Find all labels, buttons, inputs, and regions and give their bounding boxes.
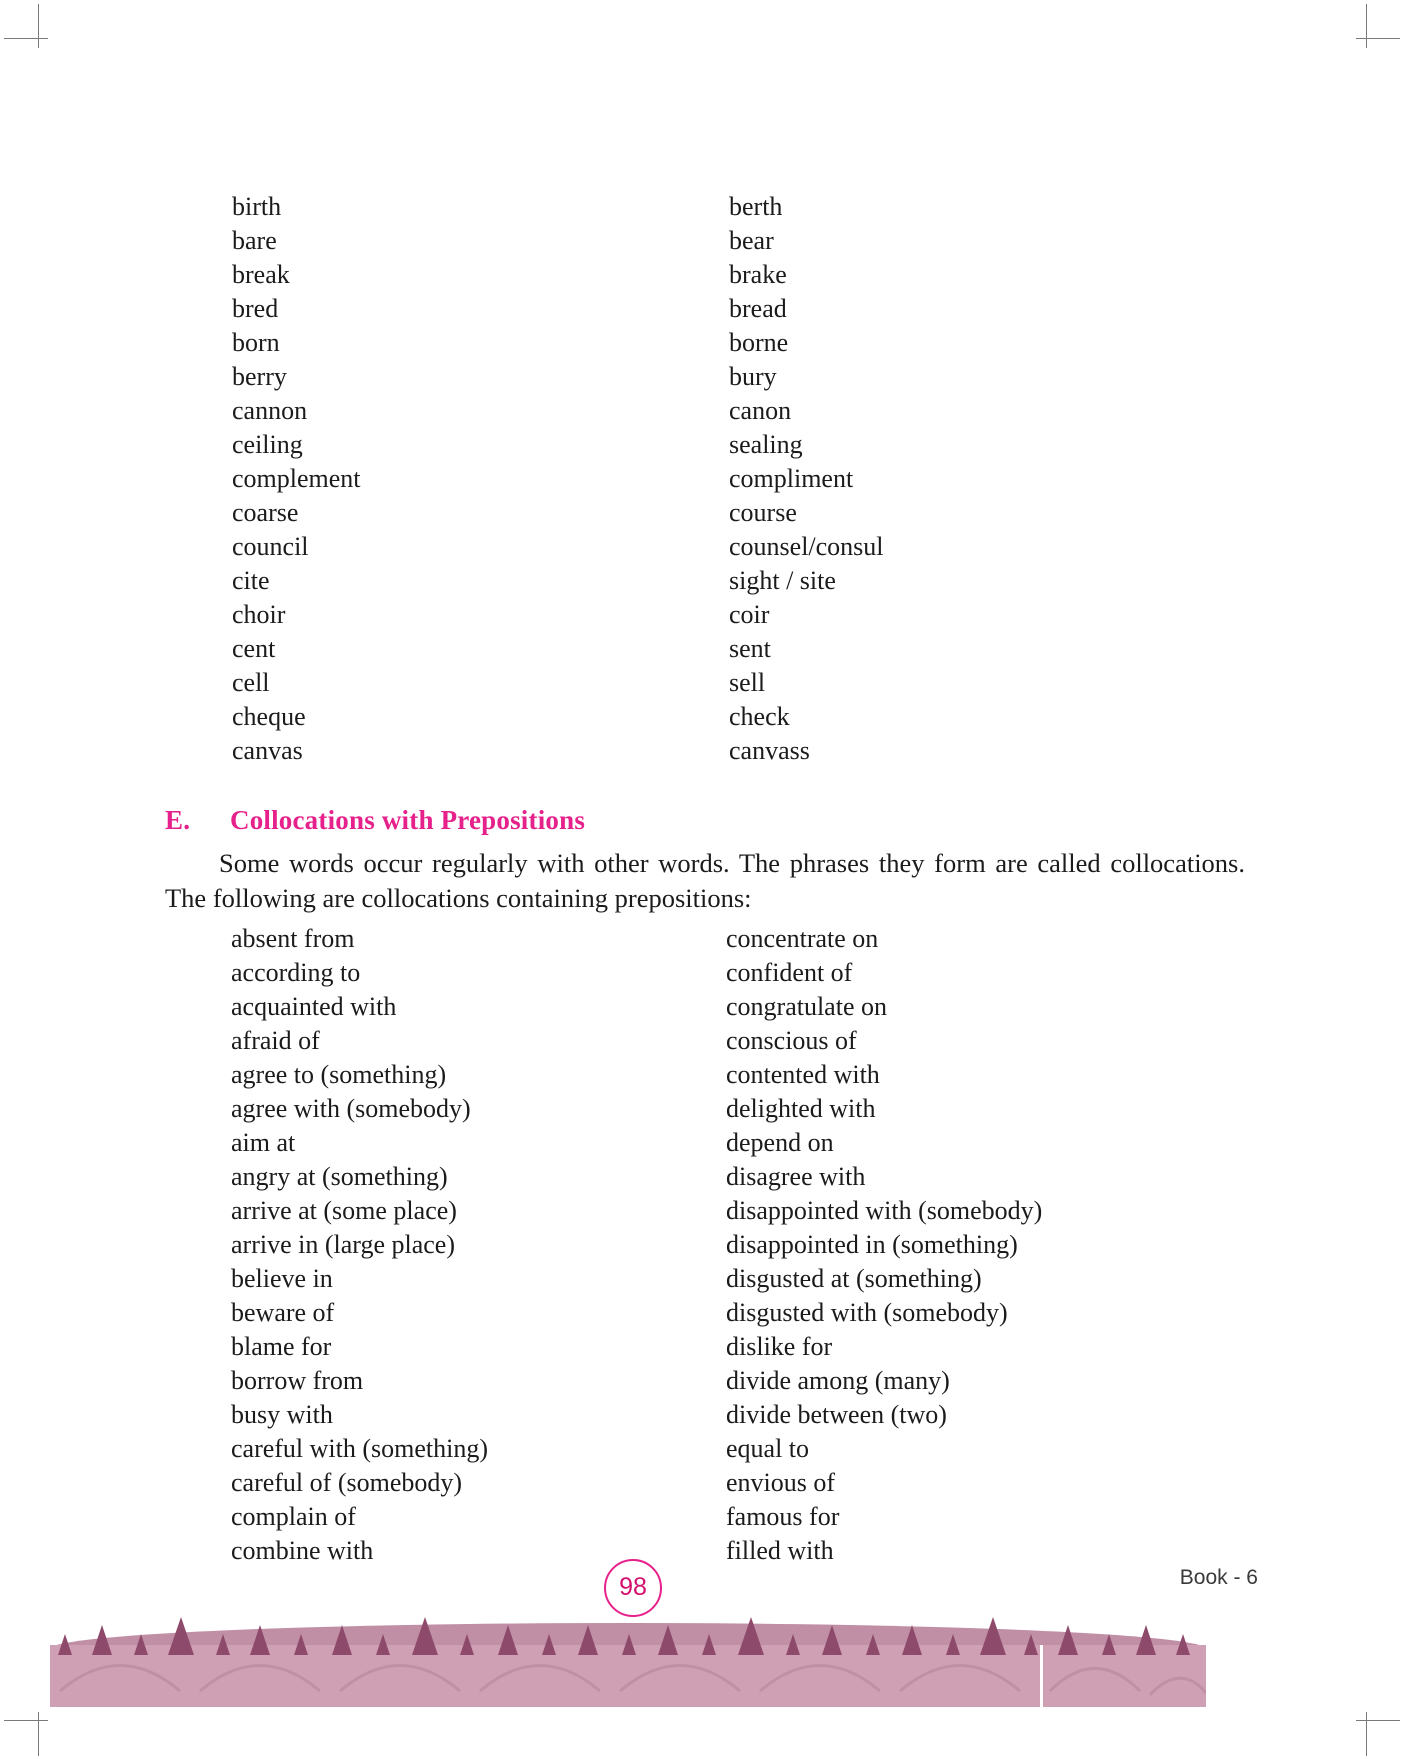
collocation-a: arrive at (some place) [231, 1196, 457, 1225]
collocation-row [231, 1466, 1241, 1500]
word-pair-row [232, 598, 1172, 632]
collocation-row [231, 1092, 1241, 1126]
collocation-a: believe in [231, 1264, 333, 1293]
word-pair-row [232, 394, 1172, 428]
word-a: birth [232, 192, 282, 221]
tree-icon [578, 1625, 598, 1655]
tree-icon [866, 1634, 880, 1655]
word-a: cell [232, 668, 270, 697]
collocation-a: careful with (something) [231, 1434, 489, 1463]
tree-icon [1024, 1634, 1038, 1655]
tree-icon [702, 1634, 716, 1655]
tree-icon [216, 1634, 230, 1655]
word-pair-row [232, 258, 1172, 292]
tree-icon [1176, 1634, 1190, 1655]
word-a: break [232, 260, 290, 289]
collocation-row [231, 1534, 1241, 1568]
collocation-b: congratulate on [726, 992, 887, 1021]
collocation-a: beware of [231, 1298, 335, 1327]
word-b: canon [729, 396, 792, 425]
section-title: Collocations with Prepositions [230, 805, 586, 835]
collocation-row [231, 1194, 1241, 1228]
collocation-b: disappointed with (somebody) [726, 1196, 1043, 1225]
collocation-b: contented with [726, 1060, 880, 1089]
word-b: sight / site [729, 566, 836, 595]
collocation-b: disagree with [726, 1162, 866, 1191]
word-b: sent [729, 634, 771, 663]
word-b: canvass [729, 736, 810, 765]
collocation-row [231, 1228, 1241, 1262]
word-b: compliment [729, 464, 854, 493]
tree-icon [332, 1625, 352, 1655]
collocation-list [231, 922, 1241, 1568]
tree-icon [250, 1625, 270, 1655]
collocation-a: angry at (something) [231, 1162, 448, 1191]
paragraph-text: Some words occur regularly with other words. The phrases they form are called collocations. The following are collocations containing prepositions: [165, 848, 1245, 913]
tree-icon [542, 1634, 556, 1655]
word-pair-row [232, 734, 1172, 768]
tree-icon [92, 1625, 112, 1655]
collocation-a: careful of (somebody) [231, 1468, 463, 1497]
section-heading [165, 805, 1245, 836]
collocation-b: depend on [726, 1128, 834, 1157]
word-b: sell [729, 668, 766, 697]
collocation-b: disgusted with (somebody) [726, 1298, 1008, 1327]
tree-icon [738, 1617, 764, 1655]
word-pair-row [232, 666, 1172, 700]
collocation-a: afraid of [231, 1026, 320, 1055]
word-a: council [232, 532, 309, 561]
tree-icon [946, 1634, 960, 1655]
tree-icon [658, 1625, 678, 1655]
collocation-row [231, 1500, 1241, 1534]
collocation-row [231, 1330, 1241, 1364]
word-pair-row [232, 292, 1172, 326]
tree-icon [58, 1634, 72, 1655]
collocation-row [231, 1364, 1241, 1398]
tree-icon [902, 1625, 922, 1655]
collocation-b: concentrate on [726, 924, 879, 953]
tree-icon [294, 1634, 308, 1655]
footer-decoration [0, 1566, 1406, 1707]
page-number-badge: 98 [604, 1559, 662, 1617]
word-pair-row [232, 530, 1172, 564]
word-a: cheque [232, 702, 306, 731]
collocation-a: combine with [231, 1536, 374, 1565]
word-pair-row [232, 190, 1172, 224]
tree-icon [980, 1617, 1006, 1655]
tree-icon [822, 1625, 842, 1655]
collocation-a: busy with [231, 1400, 333, 1429]
collocation-b: equal to [726, 1434, 810, 1463]
collocation-row [231, 1296, 1241, 1330]
collocation-row [231, 1058, 1241, 1092]
word-a: coarse [232, 498, 299, 527]
tree-icon [1058, 1625, 1078, 1655]
section-paragraph [165, 846, 1245, 916]
word-a: berry [232, 362, 287, 391]
word-b: coir [729, 600, 770, 629]
tree-icon [1102, 1634, 1116, 1655]
word-pair-row [232, 428, 1172, 462]
word-b: berth [729, 192, 783, 221]
tree-icon [498, 1625, 518, 1655]
section-letter: E. [165, 805, 191, 835]
word-pair-row [232, 700, 1172, 734]
word-pair-row [232, 224, 1172, 258]
word-pair-row [232, 360, 1172, 394]
word-pair-row [232, 462, 1172, 496]
word-b: brake [729, 260, 787, 289]
word-pair-row [232, 326, 1172, 360]
collocation-b: conscious of [726, 1026, 857, 1055]
collocation-b: filled with [726, 1536, 834, 1565]
word-a: born [232, 328, 280, 357]
word-a: cannon [232, 396, 308, 425]
collocation-b: envious of [726, 1468, 836, 1497]
collocation-b: delighted with [726, 1094, 876, 1123]
word-b: check [729, 702, 790, 731]
collocation-a: agree to (something) [231, 1060, 447, 1089]
word-a: cent [232, 634, 276, 663]
word-b: course [729, 498, 797, 527]
word-a: complement [232, 464, 361, 493]
collocation-b: dislike for [726, 1332, 833, 1361]
collocation-a: according to [231, 958, 361, 987]
book-label: Book - 6 [1179, 1566, 1258, 1589]
collocation-b: divide between (two) [726, 1400, 947, 1429]
tree-icon [412, 1617, 438, 1655]
tree-icon [376, 1634, 390, 1655]
word-b: bear [729, 226, 774, 255]
word-a: canvas [232, 736, 303, 765]
word-pair-row [232, 496, 1172, 530]
collocation-a: borrow from [231, 1366, 364, 1395]
collocation-a: complain of [231, 1502, 356, 1531]
tree-icon [622, 1634, 636, 1655]
word-b: bread [729, 294, 787, 323]
collocation-a: absent from [231, 924, 355, 953]
word-b: counsel/consul [729, 532, 884, 561]
tree-icon [134, 1634, 148, 1655]
homophone-list [232, 190, 1172, 768]
collocation-a: blame for [231, 1332, 332, 1361]
collocation-row [231, 1160, 1241, 1194]
collocation-b: divide among (many) [726, 1366, 950, 1395]
collocation-row [231, 1432, 1241, 1466]
tree-icon [460, 1634, 474, 1655]
tree-icon [1136, 1625, 1156, 1655]
collocation-a: acquainted with [231, 992, 397, 1021]
collocation-a: aim at [231, 1128, 296, 1157]
collocation-row [231, 1398, 1241, 1432]
word-b: bury [729, 362, 777, 391]
section-e [165, 805, 1245, 1568]
collocation-b: disgusted at (something) [726, 1264, 982, 1293]
word-a: choir [232, 600, 286, 629]
collocation-row [231, 1262, 1241, 1296]
collocation-row [231, 956, 1241, 990]
word-a: bred [232, 294, 279, 323]
collocation-row [231, 1126, 1241, 1160]
tree-icon [168, 1617, 194, 1655]
collocation-b: disappointed in (something) [726, 1230, 1018, 1259]
collocation-a: arrive in (large place) [231, 1230, 455, 1259]
word-pair-row [232, 564, 1172, 598]
collocation-b: confident of [726, 958, 853, 987]
word-a: cite [232, 566, 270, 595]
word-a: ceiling [232, 430, 303, 459]
collocation-row [231, 922, 1241, 956]
tree-icon [786, 1634, 800, 1655]
word-a: bare [232, 226, 277, 255]
collocation-row [231, 1024, 1241, 1058]
collocation-row [231, 990, 1241, 1024]
word-pair-row [232, 632, 1172, 666]
collocation-b: famous for [726, 1502, 840, 1531]
collocation-a: agree with (somebody) [231, 1094, 471, 1123]
word-b: borne [729, 328, 789, 357]
word-b: sealing [729, 430, 803, 459]
